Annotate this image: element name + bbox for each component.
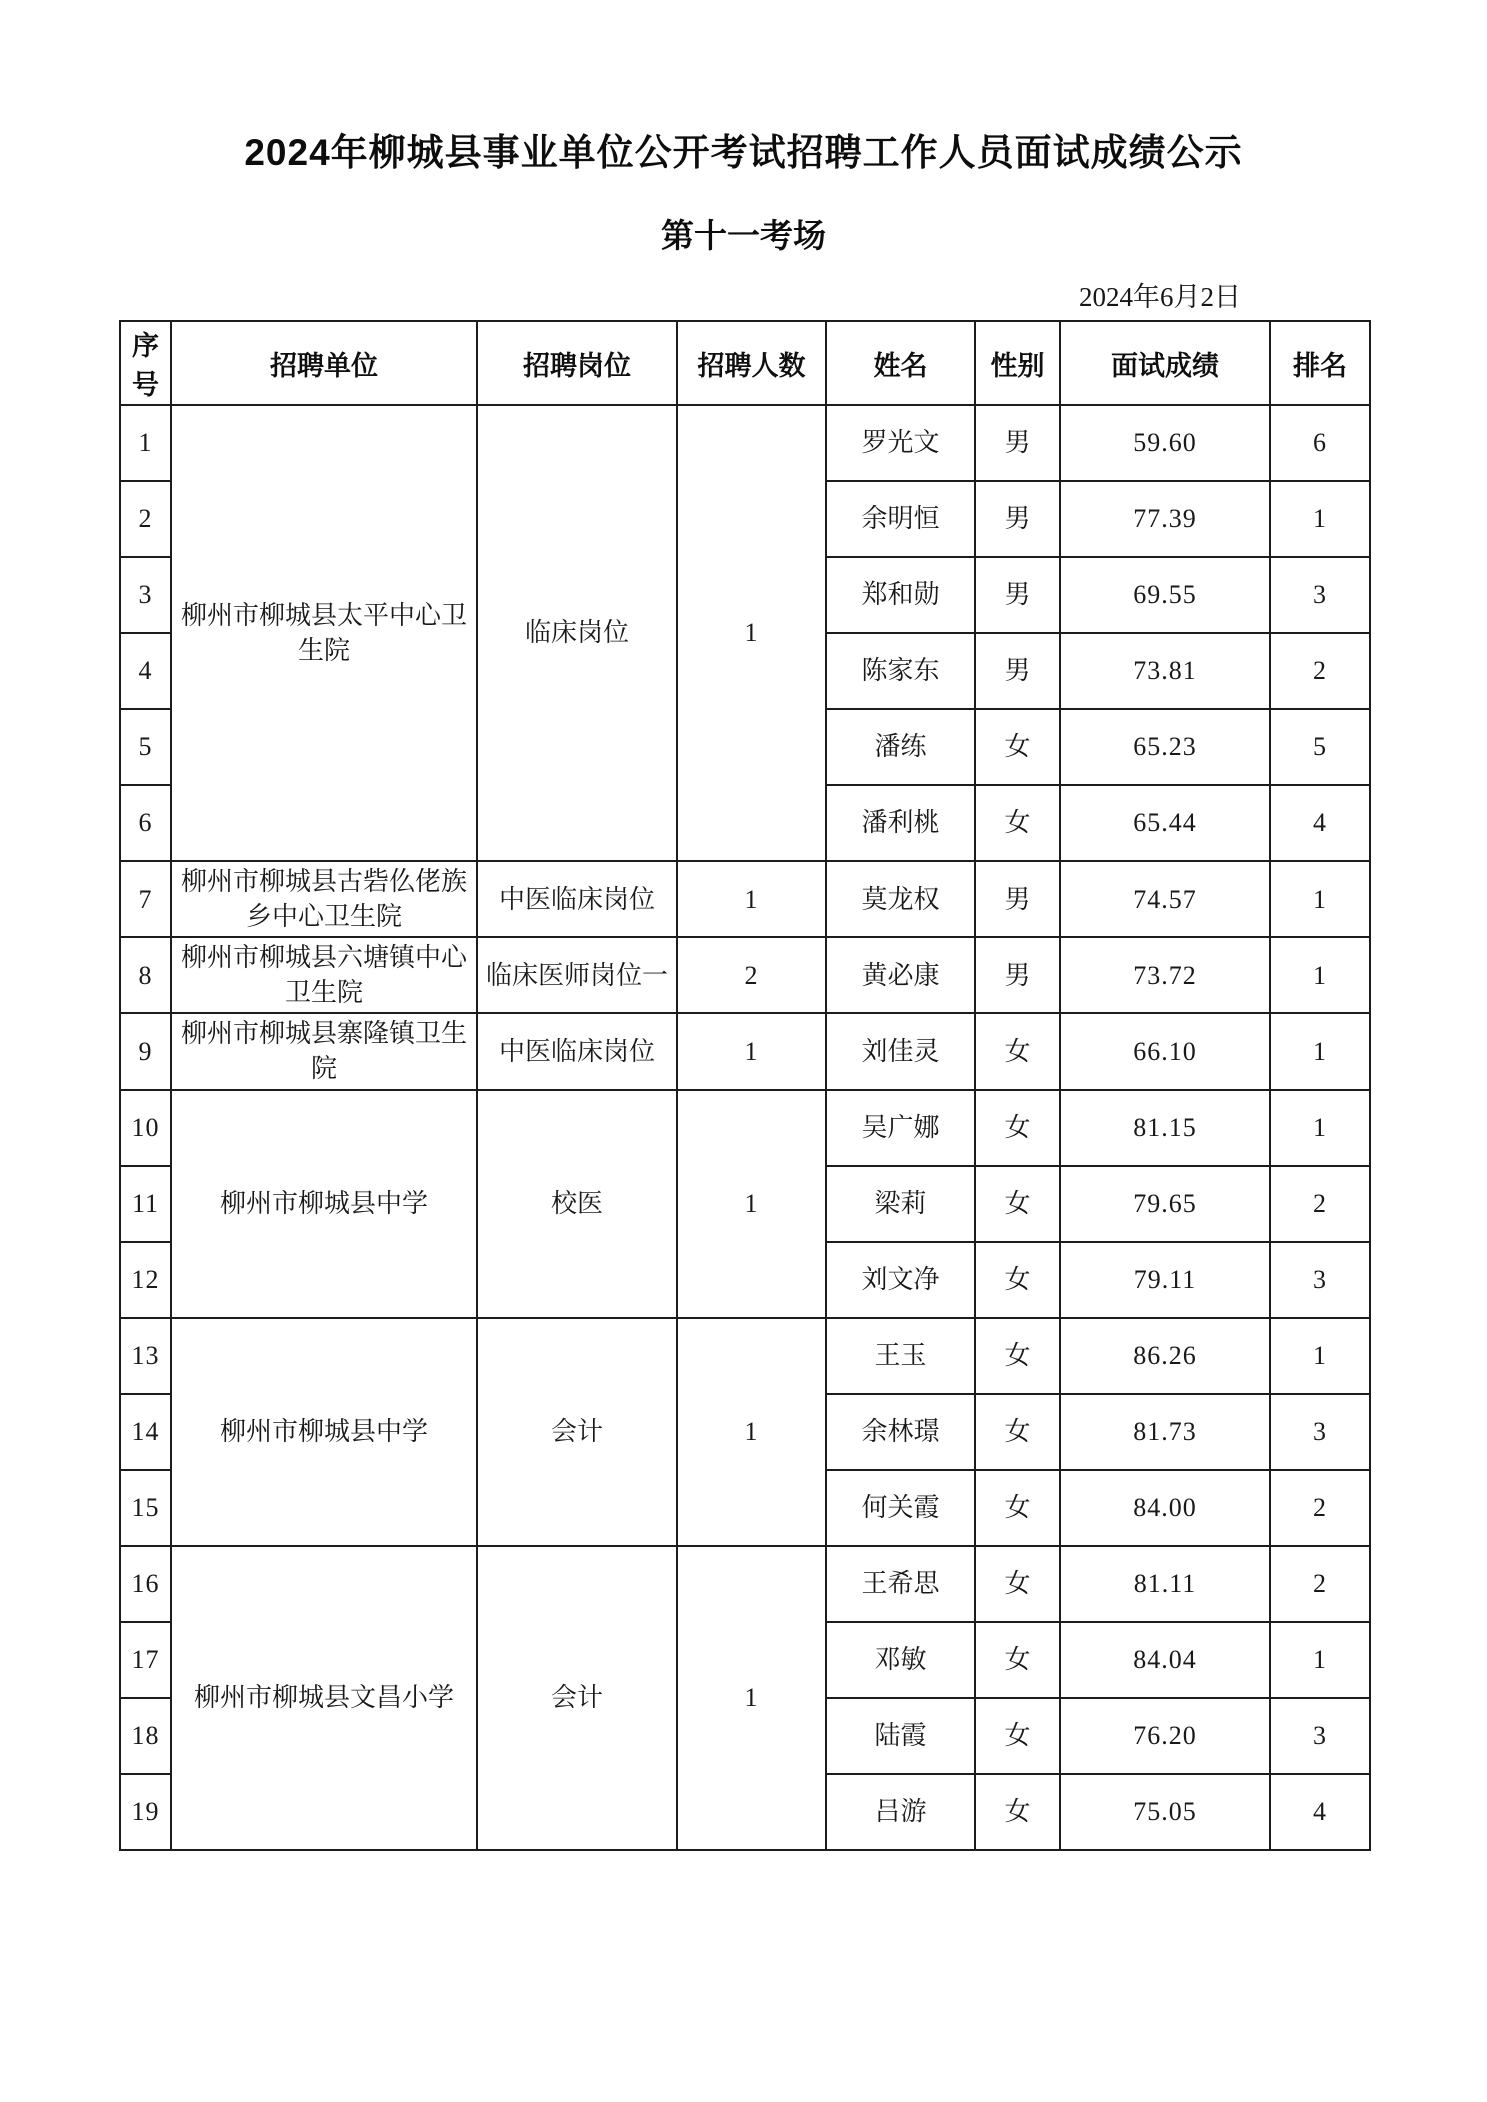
cell-name: 陆霞	[826, 1698, 975, 1774]
cell-gender: 女	[975, 709, 1060, 785]
cell-name: 吴广娜	[826, 1090, 975, 1166]
cell-name: 刘佳灵	[826, 1013, 975, 1089]
cell-score: 79.65	[1060, 1166, 1270, 1242]
cell-rank: 1	[1270, 861, 1370, 937]
cell-score: 65.23	[1060, 709, 1270, 785]
cell-position: 中医临床岗位	[477, 1013, 677, 1089]
cell-name: 梁莉	[826, 1166, 975, 1242]
cell-score: 73.72	[1060, 937, 1270, 1013]
cell-serial: 9	[120, 1013, 171, 1089]
cell-score: 81.11	[1060, 1546, 1270, 1622]
cell-score: 59.60	[1060, 405, 1270, 481]
cell-name: 莫龙权	[826, 861, 975, 937]
cell-serial: 8	[120, 937, 171, 1013]
results-table-header	[120, 321, 1370, 405]
table-row	[120, 1090, 1370, 1166]
header-name: 姓名	[826, 321, 975, 405]
cell-score: 73.81	[1060, 633, 1270, 709]
cell-score: 81.15	[1060, 1090, 1270, 1166]
cell-name: 黄必康	[826, 937, 975, 1013]
cell-unit: 柳州市柳城县古砦仫佬族乡中心卫生院	[171, 861, 477, 937]
cell-unit: 柳州市柳城县中学	[171, 1318, 477, 1546]
cell-rank: 2	[1270, 1166, 1370, 1242]
cell-rank: 1	[1270, 481, 1370, 557]
page-title: 2024年柳城县事业单位公开考试招聘工作人员面试成绩公示	[244, 132, 1243, 173]
cell-gender: 男	[975, 633, 1060, 709]
cell-count: 2	[677, 937, 826, 1013]
header-count: 招聘人数	[677, 321, 826, 405]
cell-score: 74.57	[1060, 861, 1270, 937]
cell-score: 84.00	[1060, 1470, 1270, 1546]
cell-gender: 女	[975, 1470, 1060, 1546]
cell-score: 81.73	[1060, 1394, 1270, 1470]
cell-score: 86.26	[1060, 1318, 1270, 1394]
cell-score: 84.04	[1060, 1622, 1270, 1698]
cell-gender: 女	[975, 1698, 1060, 1774]
cell-count: 1	[677, 1013, 826, 1089]
cell-rank: 3	[1270, 1698, 1370, 1774]
document-date: 2024年6月2日	[1079, 282, 1241, 312]
cell-serial: 2	[120, 481, 171, 557]
cell-gender: 男	[975, 861, 1060, 937]
cell-score: 75.05	[1060, 1774, 1270, 1850]
cell-name: 王希思	[826, 1546, 975, 1622]
cell-gender: 男	[975, 405, 1060, 481]
cell-position: 临床医师岗位一	[477, 937, 677, 1013]
cell-name: 余林璟	[826, 1394, 975, 1470]
table-row	[120, 937, 1370, 1013]
cell-rank: 6	[1270, 405, 1370, 481]
cell-unit: 柳州市柳城县寨隆镇卫生院	[171, 1013, 477, 1089]
cell-score: 77.39	[1060, 481, 1270, 557]
cell-unit: 柳州市柳城县文昌小学	[171, 1546, 477, 1850]
cell-score: 66.10	[1060, 1013, 1270, 1089]
header-unit: 招聘单位	[171, 321, 477, 405]
table-row	[120, 861, 1370, 937]
results-table-body	[120, 405, 1370, 1850]
cell-unit: 柳州市柳城县中学	[171, 1090, 477, 1318]
cell-rank: 2	[1270, 633, 1370, 709]
cell-gender: 女	[975, 1394, 1060, 1470]
header-serial: 序号	[120, 321, 171, 405]
cell-rank: 1	[1270, 937, 1370, 1013]
cell-name: 王玉	[826, 1318, 975, 1394]
cell-gender: 女	[975, 1013, 1060, 1089]
cell-gender: 女	[975, 1774, 1060, 1850]
cell-serial: 18	[120, 1698, 171, 1774]
cell-name: 陈家东	[826, 633, 975, 709]
cell-position: 会计	[477, 1546, 677, 1850]
cell-rank: 4	[1270, 785, 1370, 861]
cell-rank: 1	[1270, 1622, 1370, 1698]
cell-name: 刘文净	[826, 1242, 975, 1318]
cell-serial: 14	[120, 1394, 171, 1470]
cell-score: 65.44	[1060, 785, 1270, 861]
cell-serial: 12	[120, 1242, 171, 1318]
cell-gender: 男	[975, 557, 1060, 633]
cell-count: 1	[677, 1090, 826, 1318]
cell-unit: 柳州市柳城县太平中心卫生院	[171, 405, 477, 861]
cell-name: 潘练	[826, 709, 975, 785]
header-position: 招聘岗位	[477, 321, 677, 405]
cell-gender: 女	[975, 1546, 1060, 1622]
table-row	[120, 1318, 1370, 1394]
results-table	[119, 320, 1371, 1851]
cell-name: 郑和勋	[826, 557, 975, 633]
cell-rank: 2	[1270, 1546, 1370, 1622]
cell-serial: 6	[120, 785, 171, 861]
page-subtitle: 第十一考场	[661, 217, 826, 254]
cell-gender: 女	[975, 1090, 1060, 1166]
cell-score: 69.55	[1060, 557, 1270, 633]
cell-serial: 17	[120, 1622, 171, 1698]
cell-gender: 女	[975, 785, 1060, 861]
cell-serial: 1	[120, 405, 171, 481]
cell-serial: 19	[120, 1774, 171, 1850]
header-score: 面试成绩	[1060, 321, 1270, 405]
cell-rank: 1	[1270, 1318, 1370, 1394]
cell-rank: 1	[1270, 1013, 1370, 1089]
cell-unit: 柳州市柳城县六塘镇中心卫生院	[171, 937, 477, 1013]
cell-name: 邓敏	[826, 1622, 975, 1698]
cell-count: 1	[677, 861, 826, 937]
cell-serial: 10	[120, 1090, 171, 1166]
cell-name: 余明恒	[826, 481, 975, 557]
cell-count: 1	[677, 1318, 826, 1546]
cell-rank: 1	[1270, 1090, 1370, 1166]
cell-gender: 女	[975, 1622, 1060, 1698]
cell-serial: 3	[120, 557, 171, 633]
cell-rank: 3	[1270, 557, 1370, 633]
header-rank: 排名	[1270, 321, 1370, 405]
cell-rank: 4	[1270, 1774, 1370, 1850]
cell-name: 罗光文	[826, 405, 975, 481]
cell-gender: 男	[975, 937, 1060, 1013]
cell-serial: 4	[120, 633, 171, 709]
cell-gender: 男	[975, 481, 1060, 557]
cell-gender: 女	[975, 1242, 1060, 1318]
cell-serial: 5	[120, 709, 171, 785]
cell-name: 吕游	[826, 1774, 975, 1850]
cell-gender: 女	[975, 1318, 1060, 1394]
cell-serial: 15	[120, 1470, 171, 1546]
cell-serial: 16	[120, 1546, 171, 1622]
cell-score: 76.20	[1060, 1698, 1270, 1774]
cell-rank: 3	[1270, 1242, 1370, 1318]
cell-position: 临床岗位	[477, 405, 677, 861]
cell-rank: 2	[1270, 1470, 1370, 1546]
cell-rank: 3	[1270, 1394, 1370, 1470]
header-row	[120, 321, 1370, 405]
table-row	[120, 1013, 1370, 1089]
cell-gender: 女	[975, 1166, 1060, 1242]
cell-serial: 13	[120, 1318, 171, 1394]
cell-serial: 11	[120, 1166, 171, 1242]
table-row	[120, 405, 1370, 481]
cell-serial: 7	[120, 861, 171, 937]
header-gender: 性别	[975, 321, 1060, 405]
cell-count: 1	[677, 1546, 826, 1850]
cell-position: 校医	[477, 1090, 677, 1318]
cell-score: 79.11	[1060, 1242, 1270, 1318]
cell-name: 何关霞	[826, 1470, 975, 1546]
cell-name: 潘利桃	[826, 785, 975, 861]
cell-count: 1	[677, 405, 826, 861]
cell-position: 中医临床岗位	[477, 861, 677, 937]
cell-position: 会计	[477, 1318, 677, 1546]
cell-rank: 5	[1270, 709, 1370, 785]
table-row	[120, 1546, 1370, 1622]
